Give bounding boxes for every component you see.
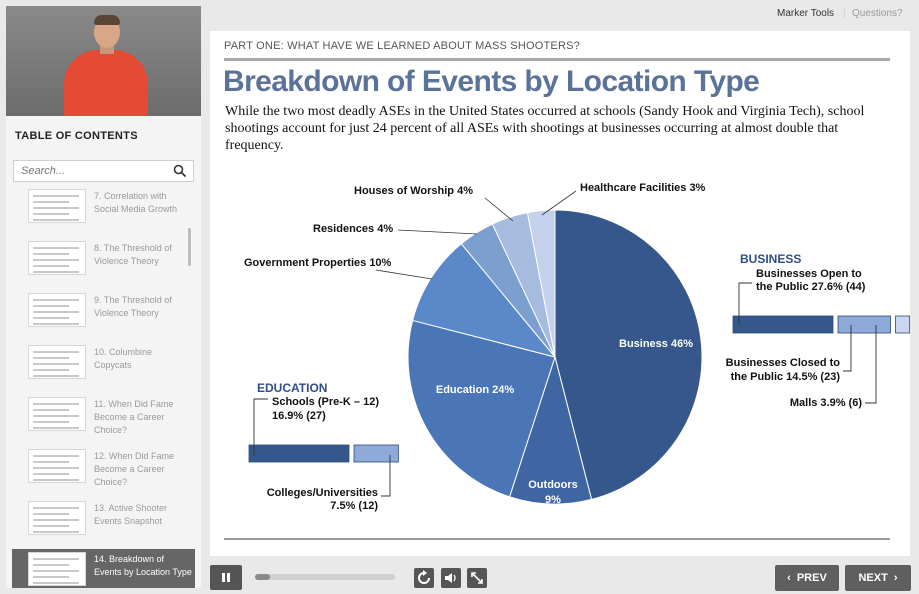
toc-item-label: 11. When Did Fame Become a Career Choice? <box>94 399 174 435</box>
thumbnail-line <box>33 479 79 481</box>
presenter-body <box>64 50 148 116</box>
slice-label: Residences 4% <box>313 223 394 235</box>
education-header: EDUCATION <box>257 381 328 395</box>
thumbnail-line <box>33 570 79 572</box>
leader-line <box>865 325 876 403</box>
presenter-hair <box>94 15 120 25</box>
volume-button[interactable] <box>441 568 461 588</box>
thumbnail-line <box>33 513 69 515</box>
thumbnail-line <box>33 455 79 457</box>
leader-line <box>376 270 432 279</box>
business-item-label: Malls 3.9% (6) <box>789 397 862 409</box>
toc-thumbnail <box>28 552 86 586</box>
business-bar <box>896 316 910 333</box>
business-bar <box>838 316 891 333</box>
thumbnail-line <box>33 582 79 584</box>
thumbnail-line <box>33 473 69 475</box>
thumbnail-line <box>33 253 69 255</box>
thumbnail-line <box>33 323 79 325</box>
thumbnail-line <box>33 363 79 365</box>
progress-bar[interactable] <box>255 574 395 580</box>
fullscreen-button[interactable] <box>467 568 487 588</box>
toc-item-label: 14. Breakdown of Events by Location Type <box>94 554 192 577</box>
toc-thumbnail <box>28 449 86 483</box>
location-pie-chart <box>210 31 910 556</box>
toc-item-label: 8. The Threshold of Violence Theory <box>94 243 172 266</box>
thumbnail-line <box>33 461 69 463</box>
slide-body: While the two most deadly ASEs in the United States occurred at schools (Sandy Hook and Virginia Tech), school shootings account for just 24 percent of all ASEs with shootings at businesses occurring at almost double that frequency. <box>225 104 865 153</box>
toc-item-label: 7. Correlation with Social Media Growth <box>94 191 178 214</box>
thumbnail-line <box>33 213 69 215</box>
next-label: NEXT <box>858 572 888 584</box>
bottom-divider <box>224 538 890 540</box>
thumbnail-line <box>33 305 69 307</box>
pause-button[interactable] <box>210 565 242 590</box>
marker-tools-link[interactable]: Marker Tools <box>777 8 835 19</box>
toc-item-label: 10. Columbine Copycats <box>94 347 153 370</box>
leader-line <box>398 230 477 234</box>
slide <box>210 31 910 556</box>
slice-label: 9% <box>545 494 561 506</box>
section-heading: PART ONE: WHAT HAVE WE LEARNED ABOUT MASS SHOOTERS? <box>224 40 580 52</box>
slice-label: Education 24% <box>435 384 515 396</box>
thumbnail-line <box>33 357 69 359</box>
thumbnail-line <box>33 427 79 429</box>
toc-item[interactable] <box>12 498 195 548</box>
search-input[interactable] <box>14 161 169 181</box>
questions-link[interactable]: Questions? <box>852 8 903 19</box>
toc-item[interactable] <box>12 342 195 392</box>
toc-thumbnail <box>28 241 86 275</box>
education-item-value: 7.5% (12) <box>330 500 378 512</box>
thumbnail-line <box>33 271 79 273</box>
toc-item-label: 12. When Did Fame Become a Career Choice? <box>94 451 175 487</box>
thumbnail-line <box>33 519 79 521</box>
slide-title: Breakdown of Events by Location Type <box>223 65 760 98</box>
thumbnail-line <box>33 259 79 261</box>
header-separator: | <box>843 8 846 19</box>
thumbnail-line <box>33 247 79 249</box>
thumbnail-line <box>33 265 69 267</box>
chevron-left-icon: ‹ <box>787 572 791 584</box>
thumbnail-line <box>33 525 69 527</box>
education-item-label: Schools (Pre-K – 12) <box>272 396 379 408</box>
leader-line <box>485 198 513 221</box>
toc-thumbnail <box>28 397 86 431</box>
education-bar <box>249 445 349 462</box>
business-bar <box>733 316 833 333</box>
business-header: BUSINESS <box>740 252 802 266</box>
search-box <box>13 160 194 182</box>
thumbnail-line <box>33 311 79 313</box>
thumbnail-line <box>33 369 69 371</box>
toc-thumbnail <box>28 345 86 379</box>
search-icon[interactable] <box>173 164 187 178</box>
volume-icon <box>441 568 461 588</box>
business-item-label: the Public 14.5% (23) <box>730 371 840 383</box>
thumbnail-line <box>33 351 79 353</box>
thumbnail-line <box>33 201 69 203</box>
thumbnail-line <box>33 317 69 319</box>
prev-button[interactable] <box>775 565 839 591</box>
thumbnail-line <box>33 558 79 560</box>
toc-item[interactable] <box>12 394 195 444</box>
toc-thumbnail <box>28 293 86 327</box>
slice-label: Business 46% <box>619 338 693 350</box>
toc-thumbnail <box>28 189 86 223</box>
pause-icon <box>210 565 242 590</box>
business-item-label: the Public 27.6% (44) <box>756 281 866 293</box>
business-item-label: Businesses Closed to <box>725 357 840 369</box>
slice-label: Healthcare Facilities 3% <box>580 182 706 194</box>
toc-item[interactable] <box>12 238 195 288</box>
toc-item[interactable] <box>12 446 195 496</box>
thumbnail-line <box>33 421 69 423</box>
sidebar <box>6 6 201 588</box>
thumbnail-line <box>33 409 69 411</box>
thumbnail-line <box>33 207 79 209</box>
presenter-video[interactable] <box>6 6 201 116</box>
progress-fill <box>255 574 270 580</box>
toc-item-label: 13. Active Shooter Events Snapshot <box>94 503 168 526</box>
next-button[interactable] <box>845 565 911 591</box>
education-bar <box>354 445 398 462</box>
thumbnail-line <box>33 507 79 509</box>
replay-button[interactable] <box>414 568 434 588</box>
expand-icon <box>467 568 487 588</box>
slice-label: Houses of Worship 4% <box>354 185 473 197</box>
toc-item-label: 9. The Threshold of Violence Theory <box>94 295 172 318</box>
toc-item[interactable] <box>12 549 195 588</box>
thumbnail-line <box>33 564 69 566</box>
prev-label: PREV <box>796 572 827 584</box>
slice-label: Government Properties 10% <box>244 257 392 269</box>
toc-list <box>6 184 201 588</box>
slice-label: Outdoors <box>528 479 578 491</box>
business-item-label: Businesses Open to <box>756 268 862 280</box>
thumbnail-line <box>33 531 79 533</box>
toc-title: TABLE OF CONTENTS <box>15 130 138 142</box>
toc-item[interactable] <box>12 186 195 236</box>
thumbnail-line <box>33 299 79 301</box>
education-item-value: 16.9% (27) <box>272 410 326 422</box>
thumbnail-line <box>33 219 79 221</box>
education-item-label: Colleges/Universities <box>266 487 378 499</box>
chevron-right-icon: › <box>893 572 898 584</box>
toc-scrollbar[interactable] <box>188 228 191 266</box>
thumbnail-line <box>33 403 79 405</box>
thumbnail-line <box>33 576 69 578</box>
toc-thumbnail <box>28 501 86 535</box>
toc-item[interactable] <box>12 290 195 340</box>
thumbnail-line <box>33 375 79 377</box>
replay-icon <box>414 568 434 588</box>
thumbnail-line <box>33 415 79 417</box>
thumbnail-line <box>33 195 79 197</box>
thumbnail-line <box>33 467 79 469</box>
